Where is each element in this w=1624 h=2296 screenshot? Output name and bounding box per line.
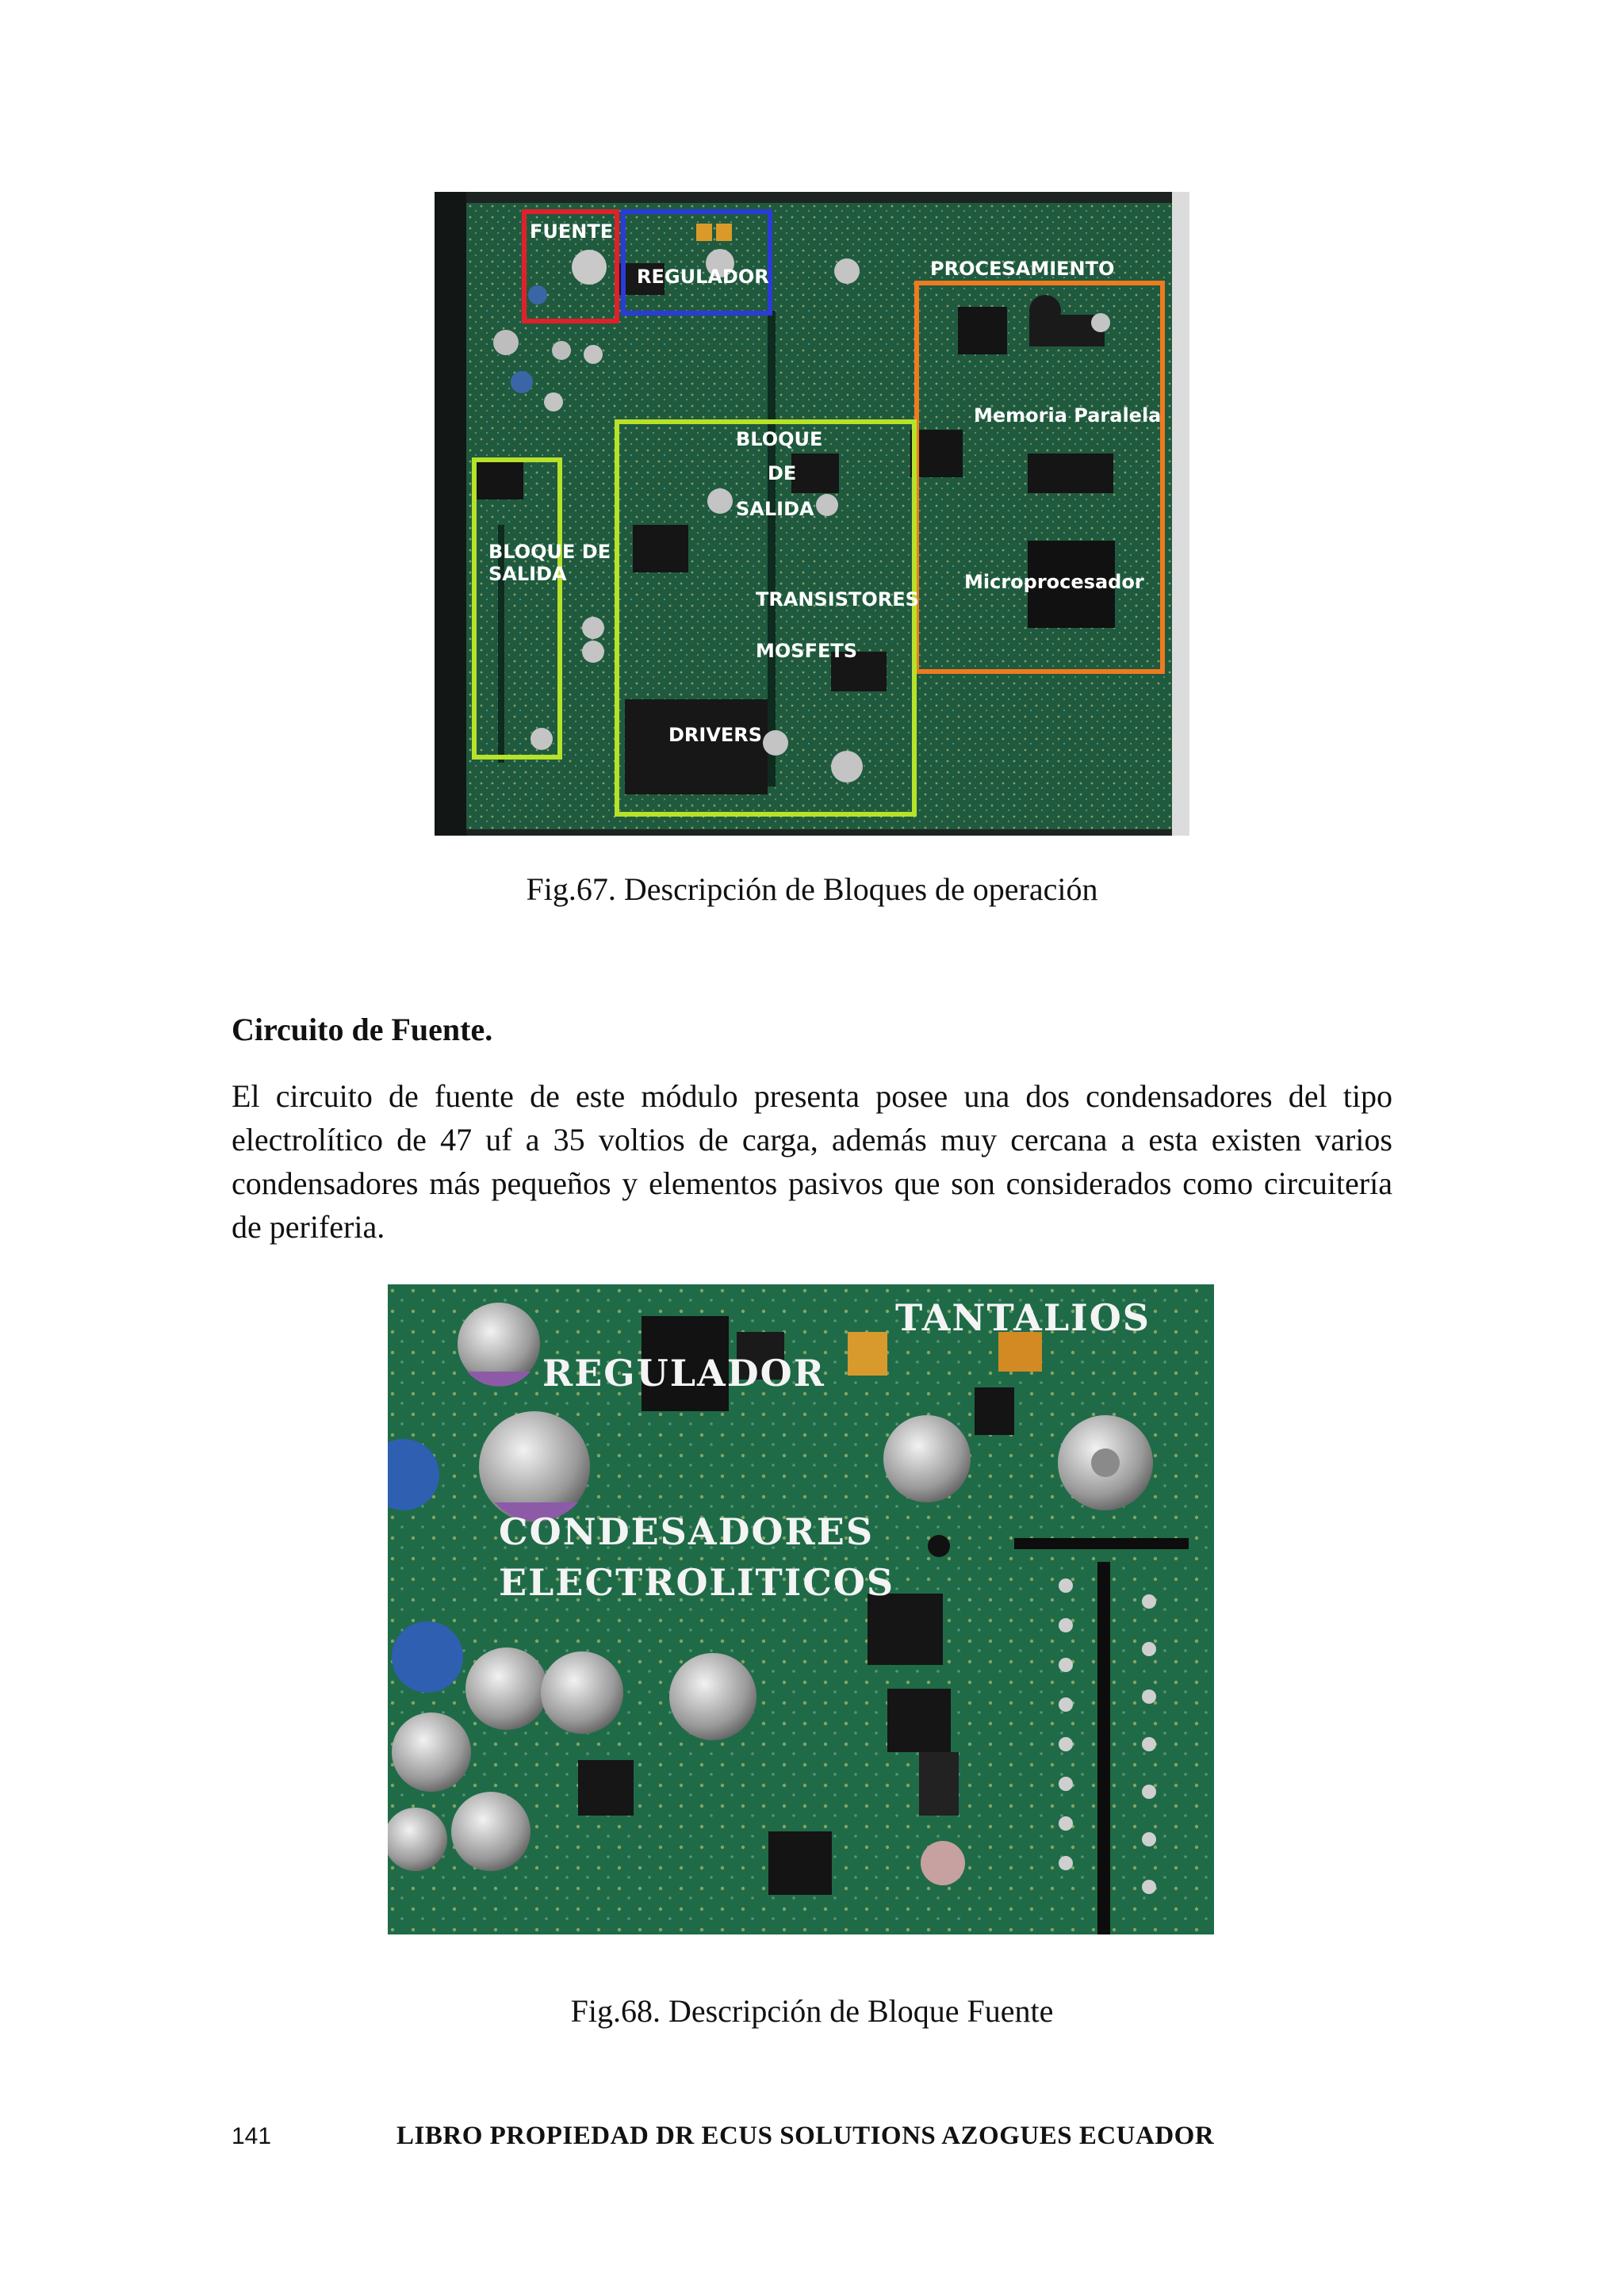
figure-67-caption: Fig.67. Descripción de Bloques de operación [526, 871, 1098, 907]
label-bloque: BLOQUE [736, 428, 823, 450]
figure-67-pcb-blocks-image [435, 192, 1189, 836]
label-regulador-fig68: REGULADOR [542, 1352, 825, 1395]
label-electroliticos: ELECTROLITICOS [499, 1561, 895, 1604]
section-title: Circuito de Fuente. [232, 1012, 493, 1047]
figure-68-power-block-image [388, 1284, 1214, 1934]
label-salida: SALIDA [736, 498, 814, 520]
label-regulador: REGULADOR [637, 266, 769, 288]
label-bloque-de: BLOQUE DE [488, 541, 611, 563]
footer-text: LIBRO PROPIEDAD DR ECUS SOLUTIONS AZOGUES ECUADOR [396, 2122, 1215, 2150]
label-drivers: DRIVERS [668, 724, 763, 746]
section-paragraph: El circuito de fuente de este módulo presenta posee una dos condensadores del tipo electrolítico de 47 uf a 35 voltios de carga, además muy cercana a esta existen varios condensadores más pequeños y elementos pasivos que son considerados como circuitería de periferia. [232, 1078, 1392, 1245]
label-de: DE [768, 462, 797, 484]
label-salida-left: SALIDA [488, 563, 567, 585]
label-memoria-paralela: Memoria Paralela [974, 404, 1162, 427]
label-fuente: FUENTE [530, 220, 614, 243]
label-tantalios: TANTALIOS [895, 1296, 1151, 1339]
label-transistores: TRANSISTORES [756, 588, 919, 610]
page-number: 141 [232, 2123, 272, 2149]
label-condensadores: CONDESADORES [499, 1510, 875, 1553]
figure-68-caption: Fig.68. Descripción de Bloque Fuente [570, 1993, 1054, 2029]
label-microprocesador: Microprocesador [964, 571, 1144, 593]
label-mosfets: MOSFETS [756, 640, 858, 662]
label-procesamiento: PROCESAMIENTO [930, 258, 1115, 280]
